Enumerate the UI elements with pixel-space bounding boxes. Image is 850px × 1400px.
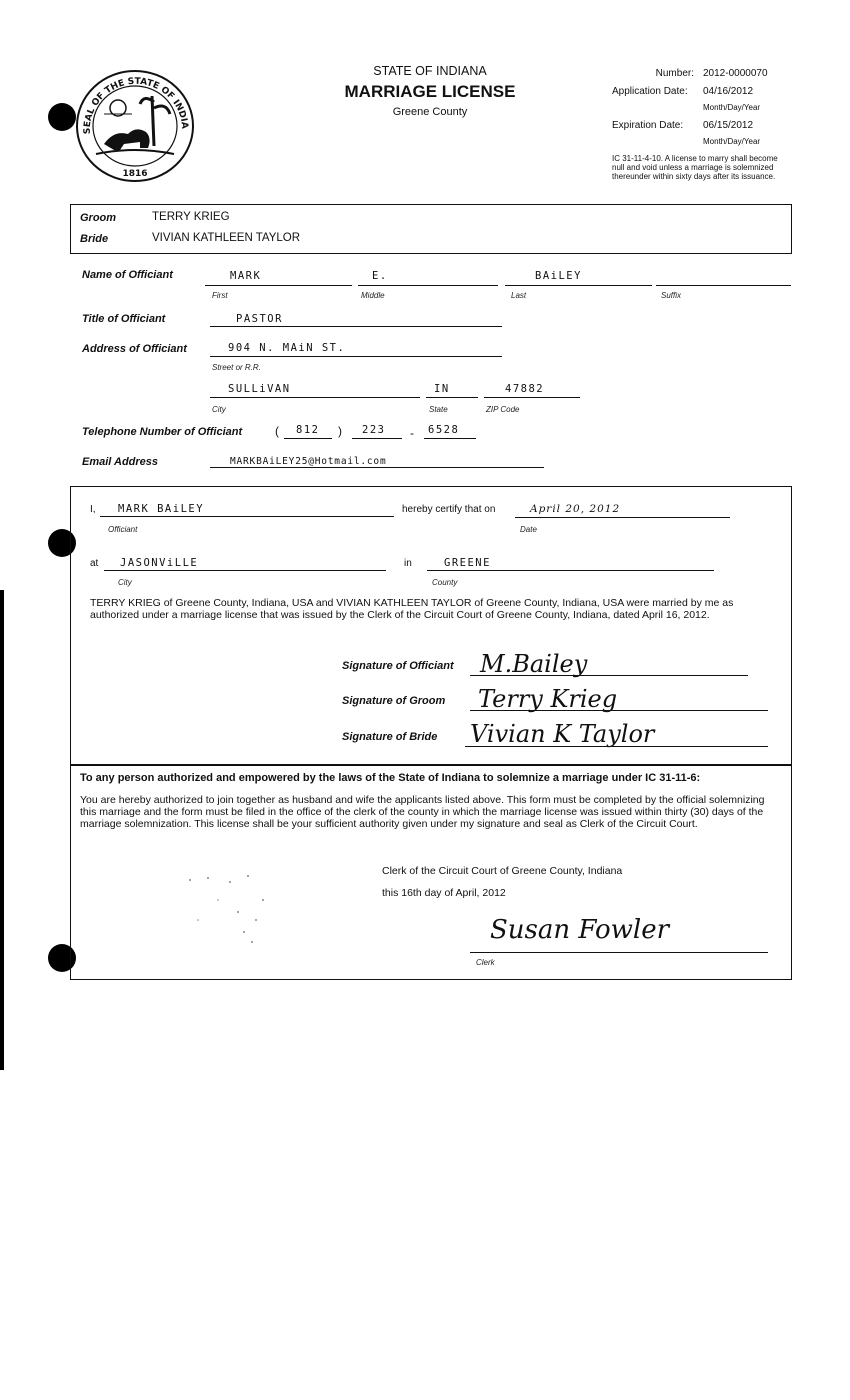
officiant-zip: 47882: [505, 383, 545, 395]
officiant-first-line: [205, 285, 352, 286]
officiant-first-name: MARK: [230, 270, 262, 282]
groom-signature-label: Signature of Groom: [342, 695, 446, 707]
last-sublabel: Last: [511, 291, 527, 300]
marriage-county-line: [427, 570, 714, 571]
clerk-signature: Susan Fowler: [490, 915, 670, 945]
officiant-sublabel: Officiant: [108, 525, 138, 534]
license-number: 2012-0000070: [703, 68, 768, 79]
certification-box: [70, 486, 792, 766]
phone-line-line: [424, 438, 476, 439]
officiant-address-label: Address of Officiant: [82, 343, 187, 355]
county-heading: Greene County: [392, 106, 468, 118]
city-sublabel: City: [212, 405, 226, 414]
certify-text: hereby certify that on: [402, 504, 496, 515]
phone-line-number: 6528: [428, 424, 460, 436]
officiant-title-line: [210, 326, 502, 327]
bride-signature-line: [465, 746, 768, 747]
seal-arc-text: SEAL OF THE STATE OF INDIA: [82, 76, 190, 135]
officiant-last-line: [505, 285, 652, 286]
phone-area-code: 812: [296, 424, 320, 436]
groom-signature-line: [470, 710, 768, 711]
officiant-title: PASTOR: [236, 313, 283, 325]
officiant-suffix-line: [656, 285, 791, 286]
officiant-street: 904 N. MAiN ST.: [228, 342, 346, 354]
marriage-city: JASONViLLE: [120, 557, 199, 569]
application-date-label: Application Date:: [612, 86, 688, 97]
officiant-state: IN: [434, 383, 450, 395]
suffix-sublabel: Suffix: [661, 291, 682, 300]
marriage-date-line: [515, 517, 730, 518]
city-sub-cert: City: [118, 578, 132, 587]
first-sublabel: First: [212, 291, 228, 300]
certifying-officiant: MARK BAiLEY: [118, 503, 205, 515]
clerk-court-line: Clerk of the Circuit Court of Greene County, Indiana: [382, 865, 623, 877]
date-format-hint-2: Month/Day/Year: [703, 137, 761, 146]
phone-prefix-line: [352, 438, 402, 439]
middle-sublabel: Middle: [361, 291, 385, 300]
marriage-date: April 20, 2012: [530, 503, 621, 515]
officiant-zip-line: [484, 397, 580, 398]
officiant-street-line: [210, 356, 502, 357]
bride-signature-label: Signature of Bride: [342, 731, 438, 743]
expiration-date-label: Expiration Date:: [612, 120, 684, 131]
bride-signature: Vivian K Taylor: [470, 720, 655, 748]
officiant-signature-label: Signature of Officiant: [342, 660, 454, 672]
document-title: MARRIAGE LICENSE: [344, 82, 516, 101]
groom-signature: Terry Krieg: [478, 685, 618, 713]
phone-dash: -: [410, 426, 414, 440]
officiant-city-line: [210, 397, 420, 398]
clerk-signature-line: [470, 952, 768, 953]
county-sub-cert: County: [432, 578, 458, 587]
marriage-statement: TERRY KRIEG of Greene County, Indiana, USA and VIVIAN KATHLEEN TAYLOR of Greene County, Indiana, USA were married by me as authorized under a marriage license that was issued by the Clerk of the Circuit Court of Greene County, Indiana, dated April 16, 2012.: [90, 597, 734, 621]
expiration-date: 06/15/2012: [703, 120, 754, 131]
officiant-last-name: BAiLEY: [535, 270, 582, 282]
left-edge-mark: [0, 590, 4, 1070]
application-date: 04/16/2012: [703, 86, 754, 97]
officiant-city: SULLiVAN: [228, 383, 291, 395]
at-label: at: [90, 558, 99, 569]
seal-year: 1816: [122, 169, 148, 179]
state-heading: STATE OF INDIANA: [373, 64, 487, 78]
officiant-email-label: Email Address: [82, 456, 159, 468]
faded-seal-impression: [178, 870, 278, 950]
svg-text:SEAL OF THE STATE OF INDIANA: [74, 68, 189, 134]
officiant-signature-line: [470, 675, 748, 676]
officiant-email: MARKBAiLEY25@Hotmail.com: [230, 456, 387, 467]
i-label: I,: [90, 504, 96, 515]
statute-note: IC 31-11-4-10. A license to marry shall become null and void unless a marriage is solemnized thereunder within sixty days after its issuance.: [612, 154, 778, 181]
state-sublabel: State: [429, 405, 448, 414]
marriage-county: GREENE: [444, 557, 491, 569]
number-label: Number:: [655, 68, 694, 79]
phone-close-paren: ): [338, 424, 342, 438]
officiant-state-line: [426, 397, 478, 398]
state-seal: [74, 68, 196, 184]
date-sublabel: Date: [520, 525, 537, 534]
bride-name: VIVIAN KATHLEEN TAYLOR: [152, 232, 301, 244]
officiant-title-label: Title of Officiant: [82, 313, 166, 325]
phone-open-paren: (: [275, 424, 279, 438]
authorization-body: You are hereby authorized to join together as husband and wife the applicants listed above. This form must be completed by the official solemnizing this marriage and the form must be filed in the office of the clerk of the county in which the marriage license was issued within thirty (30) days of the marriage solemnization. This license shall be your sufficient authority given under my signature and seal as Clerk of the Circuit Court.: [80, 794, 765, 830]
phone-prefix: 223: [362, 424, 386, 436]
punch-hole-top: [48, 103, 76, 131]
officiant-middle-name: E.: [372, 270, 388, 282]
date-format-hint-1: Month/Day/Year: [703, 103, 761, 112]
authorization-heading: To any person authorized and empowered by the laws of the State of Indiana to solemnize a marriage under IC 31-11-6:: [80, 772, 701, 784]
bride-label: Bride: [80, 233, 109, 245]
in-label: in: [404, 558, 412, 569]
certifying-officiant-line: [100, 516, 394, 517]
zip-sublabel: ZIP Code: [486, 405, 520, 414]
street-sublabel: Street or R.R.: [212, 363, 261, 372]
issue-date-line: this 16th day of April, 2012: [382, 887, 506, 899]
clerk-sublabel: Clerk: [476, 958, 495, 967]
officiant-phone-label: Telephone Number of Officiant: [82, 426, 243, 438]
officiant-middle-line: [358, 285, 498, 286]
phone-area-line: [284, 438, 332, 439]
officiant-signature: M.Bailey: [480, 650, 588, 678]
officiant-email-line: [210, 467, 544, 468]
groom-name: TERRY KRIEG: [152, 211, 230, 223]
groom-label: Groom: [80, 212, 117, 224]
officiant-name-label: Name of Officiant: [82, 269, 173, 281]
marriage-city-line: [104, 570, 386, 571]
